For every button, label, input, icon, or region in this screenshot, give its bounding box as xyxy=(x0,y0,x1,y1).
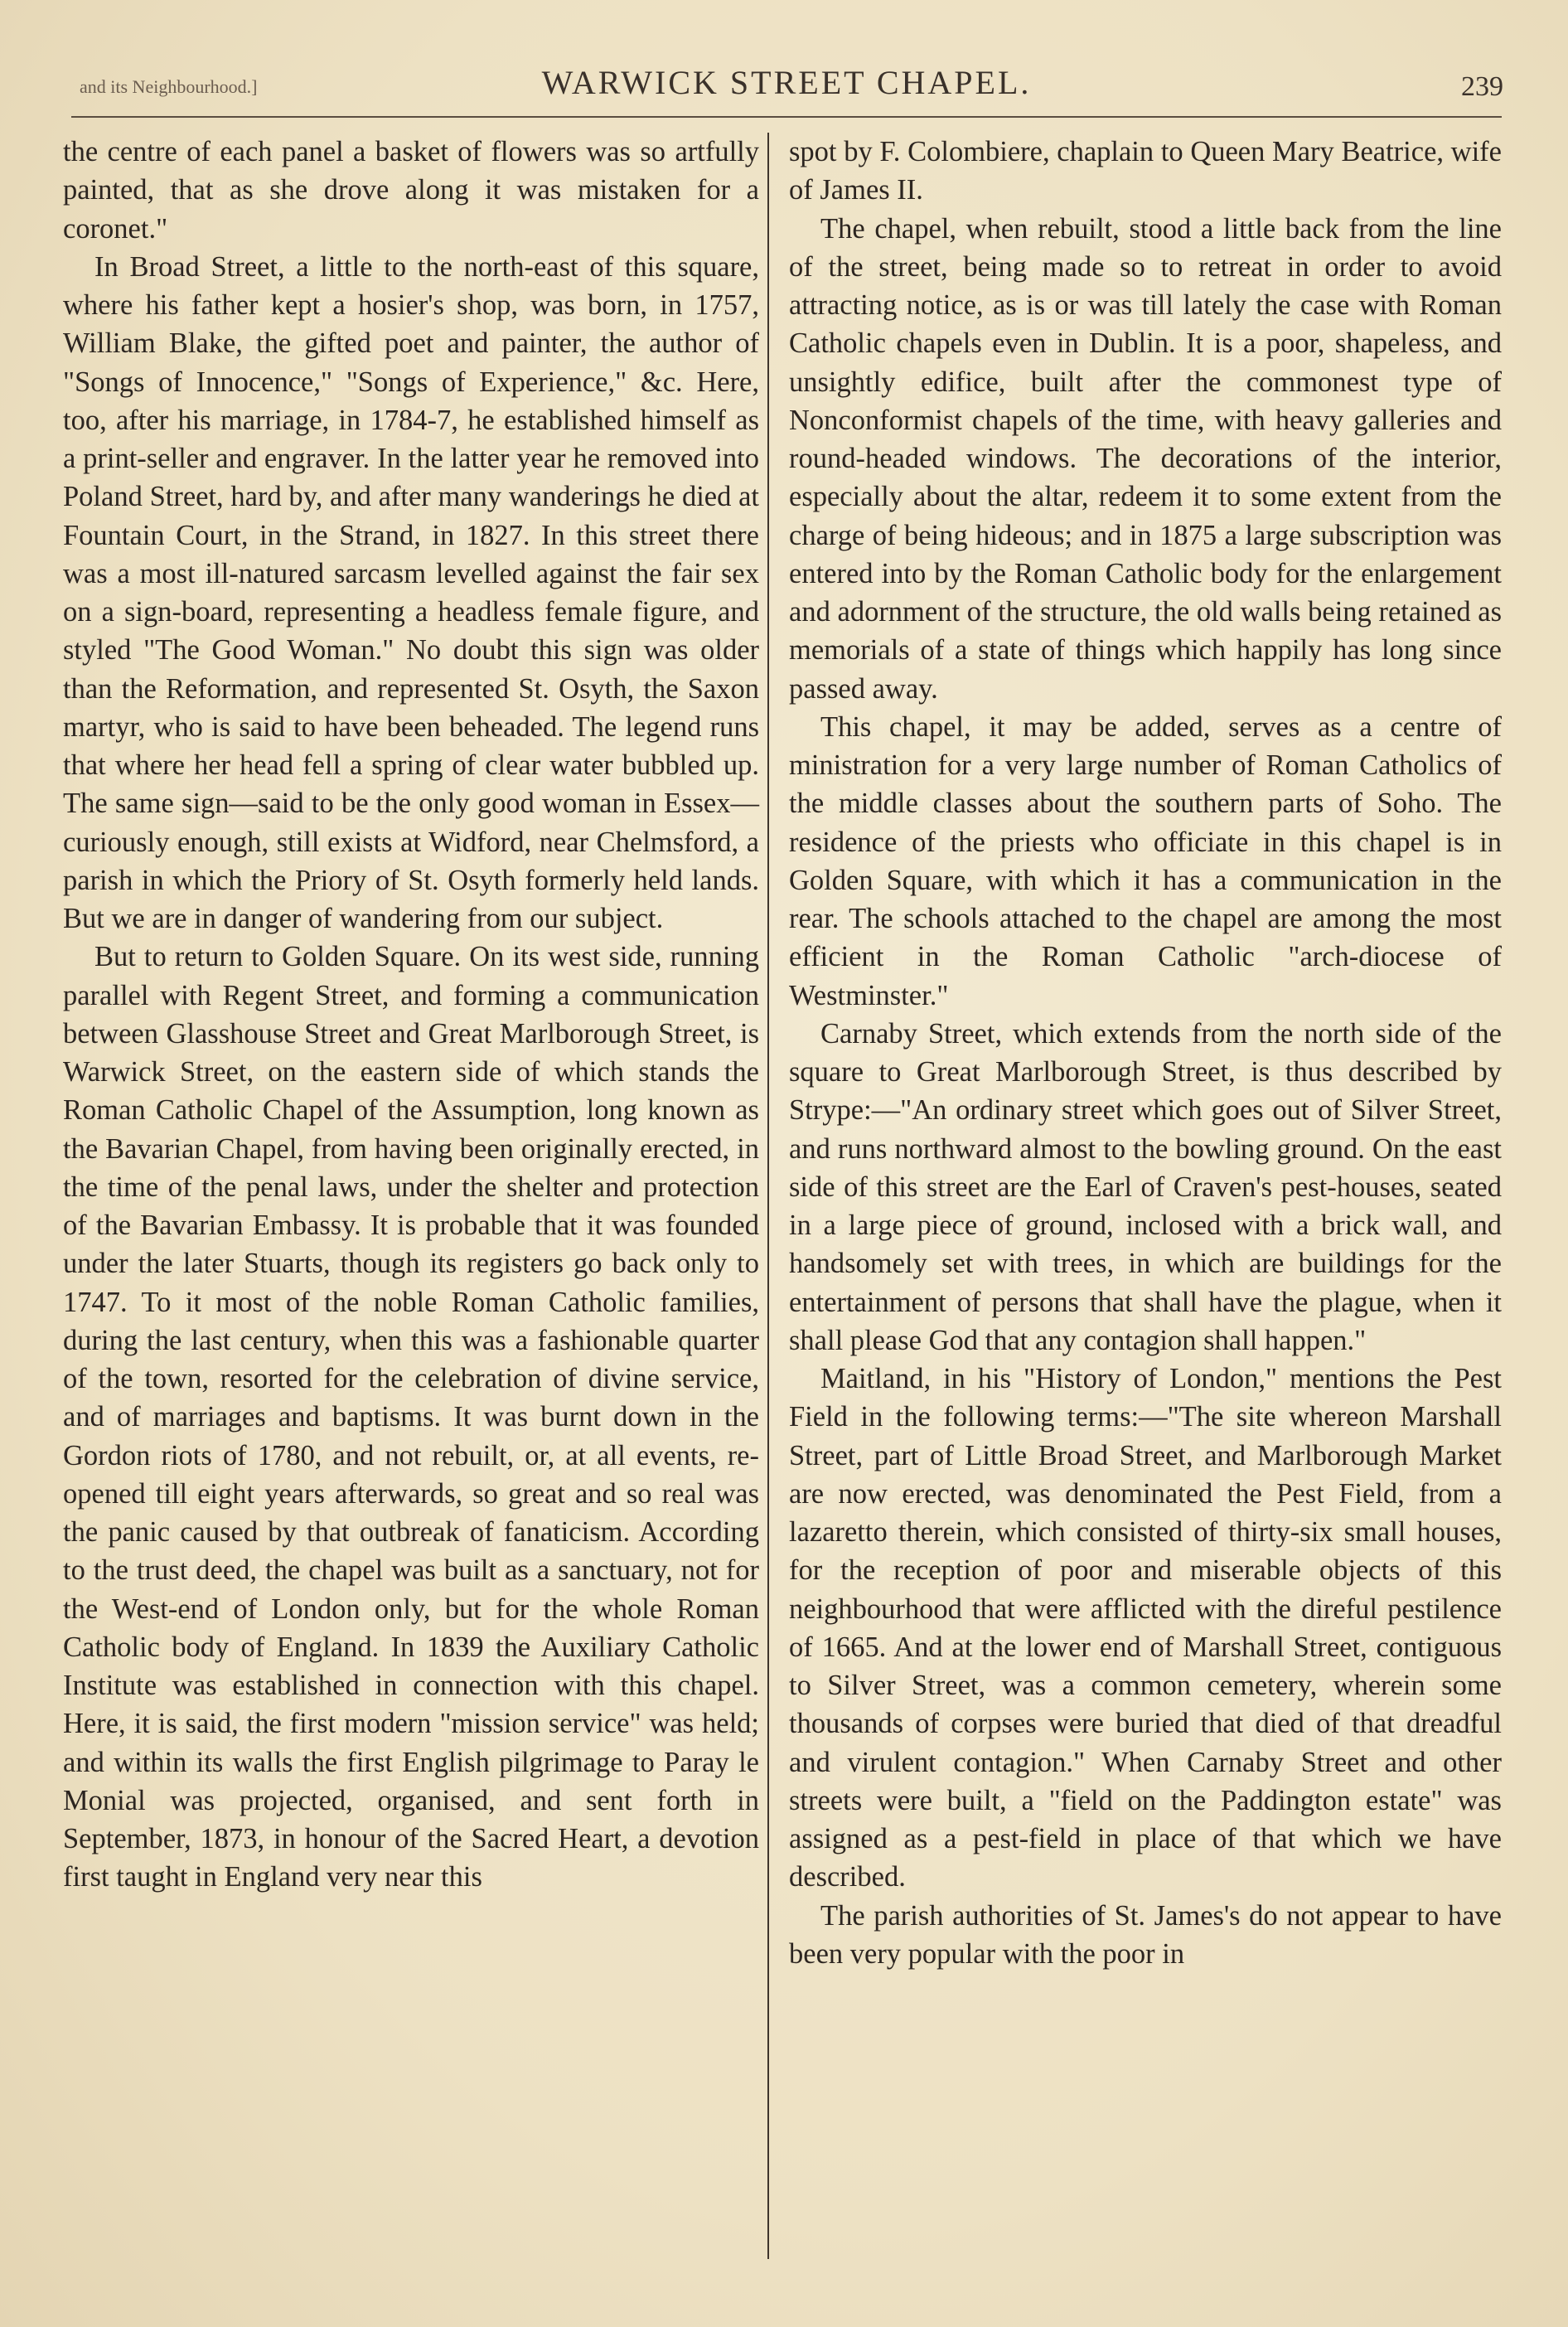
left-column xyxy=(63,133,759,1897)
paragraph: This chapel, it may be added, serves as a centre of ministration for a very large number of Roman Catholics of the middle classes about the southern parts of Soho. The residence of the priests who officiate in this chapel is in Golden Square, with which it has a communication in the rear. The schools attached to the chapel are among the most efficient in the Roman Catholic "arch-diocese of Westminster." xyxy=(789,710,1502,1011)
page-number: 239 xyxy=(1461,71,1503,102)
right-column xyxy=(789,133,1502,1973)
header-rule xyxy=(71,116,1502,118)
page-title: WARWICK STREET CHAPEL. xyxy=(541,64,1032,101)
column-divider xyxy=(767,133,769,2259)
paragraph: The parish authorities of St. James's do not appear to have been very popular with the poor in xyxy=(789,1899,1502,1970)
paragraph: In Broad Street, a little to the north-east of this square, where his father kept a hosier's shop, was born, in 1757, William Blake, the gifted poet and painter, the author of "Songs of Innocence," "Songs of Experience," &c. Here, too, after his marriage, in 1784-7, he established himself as a print-seller and engraver. In the latter year he removed into Poland Street, hard by, and after many wanderings he died at Fountain Court, in the Strand, in 1827. In this street there was a most ill-natured sarcasm levelled against the fair sex on a sign-board, representing a headless female figure, and styled "The Good Woman." No doubt this sign was older than the Reformation, and represented St. Osyth, the Saxon martyr, who is said to have been beheaded. The legend runs that where her head fell a spring of clear water bubbled up. The same sign—said to be the only good woman in Essex—curiously enough, still exists at Widford, near Chelmsford, a parish in which the Priory of St. Osyth formerly held lands. But we are in danger of wandering from our subject. xyxy=(63,250,759,934)
running-header xyxy=(70,60,1503,109)
header-section-title: and its Neighbourhood.] xyxy=(80,76,258,97)
paragraph: the centre of each panel a basket of flowers was so artfully painted, that as she drove along it was mistaken for a coronet." xyxy=(63,136,759,245)
paragraph: Carnaby Street, which extends from the north side of the square to Great Marlborough Street, is thus described by Strype:—"An ordinary street which goes out of Silver Street, and runs northward almost to the bowling ground. On the east side of this street are the Earl of Craven's pest-houses, seated in a large piece of ground, inclosed with a brick wall, and handsomely set with trees, in which are buildings for the entertainment of persons that shall have the plague, when it shall please God that any contagion shall happen." xyxy=(789,1017,1502,1356)
paragraph: Maitland, in his "History of London," mentions the Pest Field in the following terms:—"The site whereon Marshall Street, part of Little Broad Street, and Marlborough Market are now erected, was denominated the Pest Field, from a lazaretto therein, which consisted of thirty-six small houses, for the reception of poor and miserable objects of this neighbourhood that were afflicted with the direful pestilence of 1665. And at the lower end of Marshall Street, contiguous to Silver Street, was a common cemetery, wherein some thousands of corpses were buried that died of that dreadful and virulent contagion." When Carnaby Street and other streets were built, a "field on the Paddington estate" was assigned as a pest-field in place of that which we have described. xyxy=(789,1363,1502,1893)
paragraph: But to return to Golden Square. On its west side, running parallel with Regent Street, and forming a communication between Glasshouse Street and Great Marlborough Street, is Warwick Street, on the eastern side of which stands the Roman Catholic Chapel of the Assumption, long known as the Bavarian Chapel, from having been originally erected, in the time of the penal laws, under the shelter and protection of the Bavarian Embassy. It is probable that it was founded under the later Stuarts, though its registers go back only to 1747. To it most of the noble Roman Catholic families, during the last century, when this was a fashionable quarter of the town, resorted for the celebration of divine service, and of marriages and baptisms. It was burnt down in the Gordon riots of 1780, and not rebuilt, or, at all events, re-opened till eight years afterwards, so great and so real was the panic caused by that outbreak of fanaticism. According to the trust deed, the chapel was built as a sanctuary, not for the West-end of London only, but for the whole Roman Catholic body of England. In 1839 the Auxiliary Catholic Institute was established in connection with this chapel. Here, it is said, the first modern "mission service" was held; and within its walls the first English pilgrimage to Paray le Monial was projected, organised, and sent forth in September, 1873, in honour of the Sacred Heart, a devotion first taught in England very near this xyxy=(63,941,759,1893)
paragraph: spot by F. Colombiere, chaplain to Queen Mary Beatrice, wife of James II. xyxy=(789,136,1502,206)
paragraph: The chapel, when rebuilt, stood a little back from the line of the street, being made so to retreat in order to avoid attracting notice, as is or was till lately the case with Roman Catholic chapels even in Dublin. It is a poor, shapeless, and unsightly edifice, built after the commonest type of Nonconformist chapels of the time, with heavy galleries and round-headed windows. The decorations of the interior, especially about the altar, redeem it to some extent from the charge of being hideous; and in 1875 a large subscription was entered into by the Roman Catholic body for the enlargement and adornment of the structure, the old walls being retained as memorials of a state of things which happily has long since passed away. xyxy=(789,212,1502,705)
